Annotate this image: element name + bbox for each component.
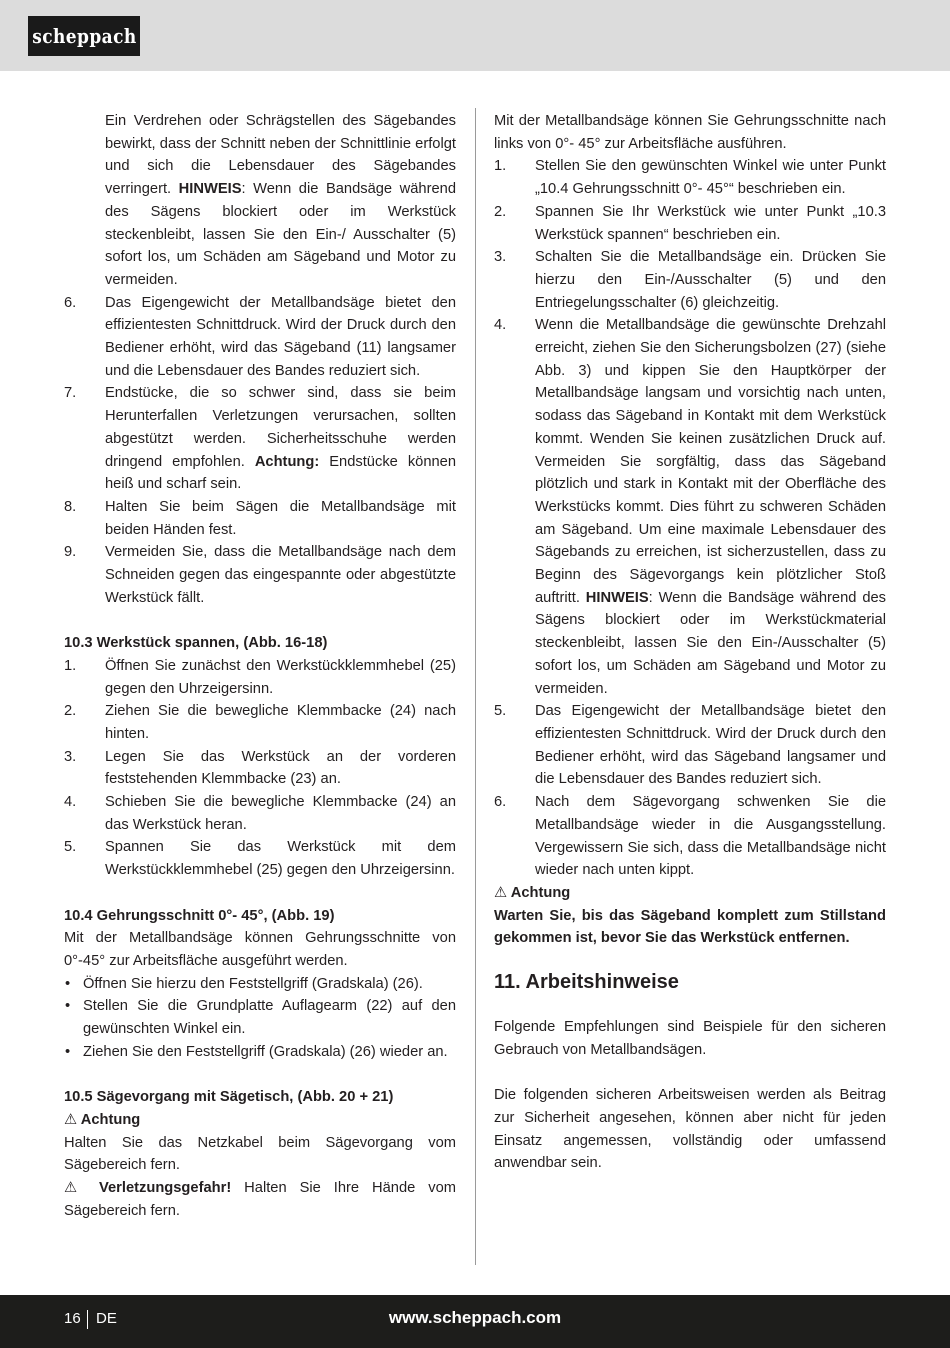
brand-logo (28, 16, 140, 56)
list-item-8: 8. Halten Sie beim Sägen die Metallbandsäge mit beiden Händen fest. (64, 498, 456, 538)
list-item-9: 9. Vermeiden Sie, dass die Metallbandsäge nach dem Schneiden gegen das eingespannte oder abgestützte Werkstück fällt. (64, 544, 456, 606)
r-list-item: 3. Schalten Sie die Metallbandsäge ein. Drücken Sie hierzu den Ein-/Ausschalter (5) und den Entriegelungsschalter (6) gleichzeitig. (494, 249, 886, 311)
danger-note: ⚠ Verletzungsgefahr! Halten Sie Ihre Hände vom Sägebereich fern. (64, 1180, 456, 1219)
warning-icon: ⚠ (64, 1180, 87, 1196)
website-url: www.scheppach.com (388, 1308, 562, 1327)
r-list-item: 4. Wenn die Metallbandsäge die gewünschte Drehzahl erreicht, ziehen Sie den Sicherungsbolzen (27) (siehe Abb. 3) und kippen Sie den Hauptkörper der Metallbandsäge langsam und vorsichtig nach unten, sodass das Sägeband in Kontakt mit dem Werkstück kommt. Wenden Sie keinen zusätzlichen Druck auf. Vermeiden Sie sorgfältig, dass das Sägeband plötzlich und stark in Kontakt mit der Oberfläche des Werkstücks kommt. Dies führt zu schweren Schäden am Sägeband. Um eine maximale Lebensdauer des Sägebands zu erreichen, ist sicherzustellen, dass zu Beginn des Sägevorgangs kein plötzlicher Stoß auftritt. HINWEIS: Wenn die Bandsäge während des Sägens blockiert oder im Werkstückmaterial steckenbleibt, lassen Sie den Ein-/Ausschalter (5) sofort los, um Schäden am Sägeband und Motor zu vermeiden. (494, 317, 886, 697)
bullet-item: • Ziehen Sie den Feststellgriff (Gradskala) (26) wieder an. (65, 1043, 448, 1060)
r-list-item: 5. Das Eigengewicht der Metallbandsäge bietet den effizientesten Schnittdruck. Wird der Druck durch den Bediener erhöht, wird das Sägeband langsamer und die Lebensdauer des Bandes reduziert sich. (494, 703, 886, 788)
bullet-item: • Öffnen Sie hierzu den Feststellgriff (Gradskala) (26). (65, 975, 423, 992)
warning-icon: ⚠ (494, 884, 508, 901)
s11-paragraph-2: Die folgenden sicheren Arbeitsweisen werden als Beitrag zur Sicherheit angesehen, können aber nicht für jeden Einsatz angemessen, vollständig oder umfassend anwendbar sein. (494, 1087, 886, 1172)
r-list-item: 1. Stellen Sie den gewünschten Winkel wie unter Punkt „10.4 Gehrungsschnitt 0°- 45°“ beschrieben ein. (494, 158, 886, 198)
intro-text: Ein Verdrehen oder Schrägstellen des Sägebandes bewirkt, dass der Schnitt neben der Schnittlinie erfolgt und sich die Lebensdauer des Sägebandes verringert. (105, 113, 456, 198)
right-intro: Mit der Metallbandsäge können Sie Gehrungsschnitte nach links von 0°- 45° zur Arbeitsfläche ausführen. (494, 113, 886, 152)
s103-item: 5. Spannen Sie das Werkstück mit dem Werkstückklemmhebel (25) gegen den Uhrzeigersinn. (64, 839, 456, 879)
r-list-item: 2. Spannen Sie Ihr Werkstück wie unter Punkt „10.3 Werkstück spannen“ beschrieben ein. (494, 203, 886, 243)
s105-text: Halten Sie das Netzkabel beim Sägevorgang vom Sägebereich fern. (64, 1134, 456, 1174)
s104-intro: Mit der Metallbandsäge können Gehrungsschnitte von 0°-45° zur Arbeitsfläche ausgeführt werden. (64, 930, 456, 969)
language-code: DE (96, 1310, 117, 1327)
list-item-6: 6. Das Eigengewicht der Metallbandsäge bietet den effizientesten Schnittdruck. Wird der Druck durch den Bediener erhöht, wird das Sägeband (11) langsamer und die Lebensdauer des Bandes reduziert sich. (64, 294, 456, 379)
hinweis-label: HINWEIS (178, 181, 242, 198)
page-number: 16 (64, 1310, 81, 1327)
intro-rest: : Wenn die Bandsäge während des Sägens blockiert oder im Werkstück steckenbleibt, lassen Sie den Ein-/ Ausschalter (5) sofort los, um Schäden am Sägeband und Motor zu vermeiden. (105, 181, 456, 288)
warning-icon: ⚠ (64, 1111, 78, 1128)
section-10-5-heading: 10.5 Sägevorgang mit Sägetisch, (Abb. 20 + 21) (64, 1089, 394, 1106)
bullet-item: • Stellen Sie die Grundplatte Auflagearm (22) auf den gewünschten Winkel ein. (65, 998, 456, 1038)
right-column (494, 110, 886, 1175)
footer-bar (0, 1295, 950, 1348)
warning-text: Warten Sie, bis das Sägeband komplett zum Stillstand gekommen ist, bevor Sie das Werkstück entfernen. (494, 907, 886, 947)
s103-item: 1. Öffnen Sie zunächst den Werkstückklemmhebel (25) gegen den Uhrzeigersinn. (64, 657, 456, 697)
r-list-item: 6. Nach dem Sägevorgang schwenken Sie die Metallbandsäge wieder in die Ausgangsstellung. Vergewissern Sie sich, dass die Metallbandsäge nicht wieder nach unten kippt. (494, 794, 886, 879)
achtung-heading: ⚠ Achtung (494, 884, 571, 901)
header-bar (0, 0, 950, 71)
section-10-3-heading: 10.3 Werkstück spannen, (Abb. 16-18) (64, 635, 328, 652)
section-10-4-heading: 10.4 Gehrungsschnitt 0°- 45°, (Abb. 19) (64, 907, 335, 924)
section-11-heading: 11. Arbeitshinweise (494, 971, 679, 994)
intro-continuation (64, 110, 456, 292)
left-column (64, 110, 456, 1222)
s103-item: 2. Ziehen Sie die bewegliche Klemmbacke (24) nach hinten. (64, 703, 456, 742)
s11-paragraph-1: Folgende Empfehlungen sind Beispiele für den sicheren Gebrauch von Metallbandsägen. (494, 1019, 886, 1058)
s103-item: 3. Legen Sie das Werkstück an der vorderen feststehenden Klemmbacke (23) an. (64, 748, 456, 788)
list-item-7: 7. Endstücke, die so schwer sind, dass sie beim Herunterfallen Verletzungen verursachen, sollten abgestützt werden. Sicherheitsschuhe werden dringend empfohlen. Achtung: Endstücke können heiß und scharf sein. (64, 385, 457, 493)
s103-item: 4. Schieben Sie die bewegliche Klemmbacke (24) an das Werkstück heran. (64, 794, 456, 833)
logo-text: scheppach (31, 24, 137, 48)
achtung-heading: ⚠ Achtung (64, 1111, 141, 1128)
column-divider (475, 108, 476, 1265)
